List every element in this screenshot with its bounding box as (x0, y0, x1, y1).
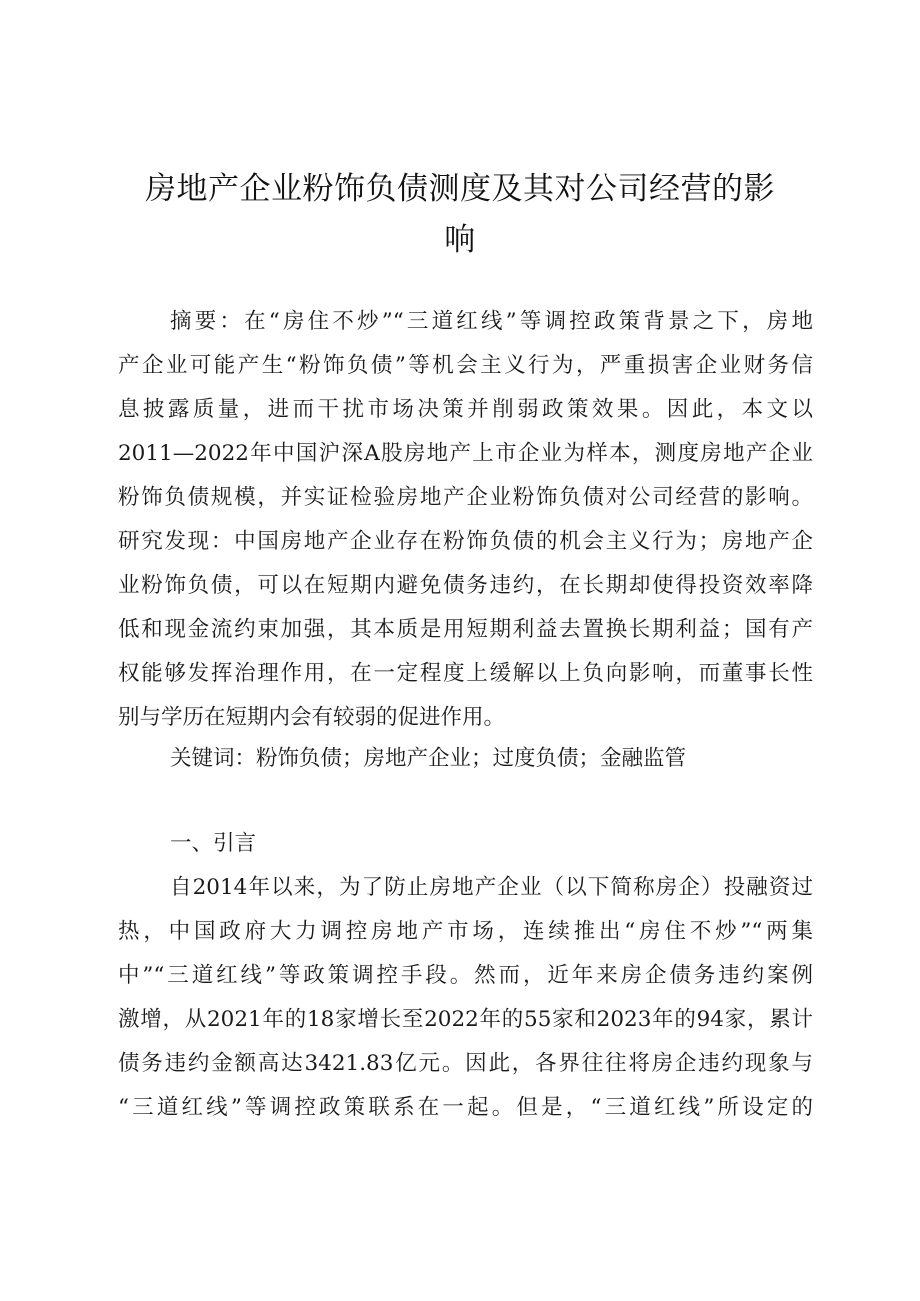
abstract-line: 研究发现：中国房地产企业存在粉饰负债的机会主义行为；房地产企 (118, 529, 813, 554)
abstract-line: 粉饰负债规模，并实证检验房地产企业粉饰负债对公司经营的影响。 (118, 485, 813, 510)
abstract-line: 权能够发挥治理作用，在一定程度上缓解以上负向影响，而董事长性 (118, 661, 813, 686)
abstract-line: 2011—2022年中国沪深A股房地产上市企业为样本，测度房地产企业 (118, 441, 813, 466)
abstract-line: 产企业可能产生“粉饰负债”等机会主义行为，严重损害企业财务信 (118, 353, 813, 378)
abstract-line: 摘要：在“房住不炒”“三道红线”等调控政策背景之下，房地 (170, 309, 813, 334)
abstract-line: 息披露质量，进而干扰市场决策并削弱政策效果。因此，本文以 (118, 397, 813, 422)
document-title-line-1: 房地产企业粉饰负债测度及其对公司经营的影 (145, 171, 775, 207)
abstract-line: 业粉饰负债，可以在短期内避免债务违约，在长期却使得投资效率降 (118, 573, 813, 598)
abstract-line-last: 别与学历在短期内会有较弱的促进作用。 (118, 705, 506, 730)
intro-line: 自2014年以来，为了防止房地产企业（以下简称房企）投融资过 (170, 875, 813, 900)
intro-line: “三道红线”等调控政策联系在一起。但是，“三道红线”所设定的 (118, 1095, 813, 1120)
document-title-line-2: 响 (444, 222, 476, 258)
keywords-line: 关键词：粉饰负债；房地产企业；过度负债；金融监管 (170, 746, 687, 771)
intro-line: 热，中国政府大力调控房地产市场，连续推出“房住不炒”“两集 (118, 919, 813, 944)
abstract-line: 低和现金流约束加强，其本质是用短期利益去置换长期利益；国有产 (118, 617, 813, 642)
intro-line: 激增，从2021年的18家增长至2022年的55家和2023年的94家，累计 (118, 1007, 813, 1032)
intro-line: 债务违约金额高达3421.83亿元。因此，各界往往将房企违约现象与 (118, 1051, 813, 1076)
section-heading: 一、引言 (170, 831, 257, 856)
intro-line: 中”“三道红线”等政策调控手段。然而，近年来房企债务违约案例 (118, 963, 813, 988)
